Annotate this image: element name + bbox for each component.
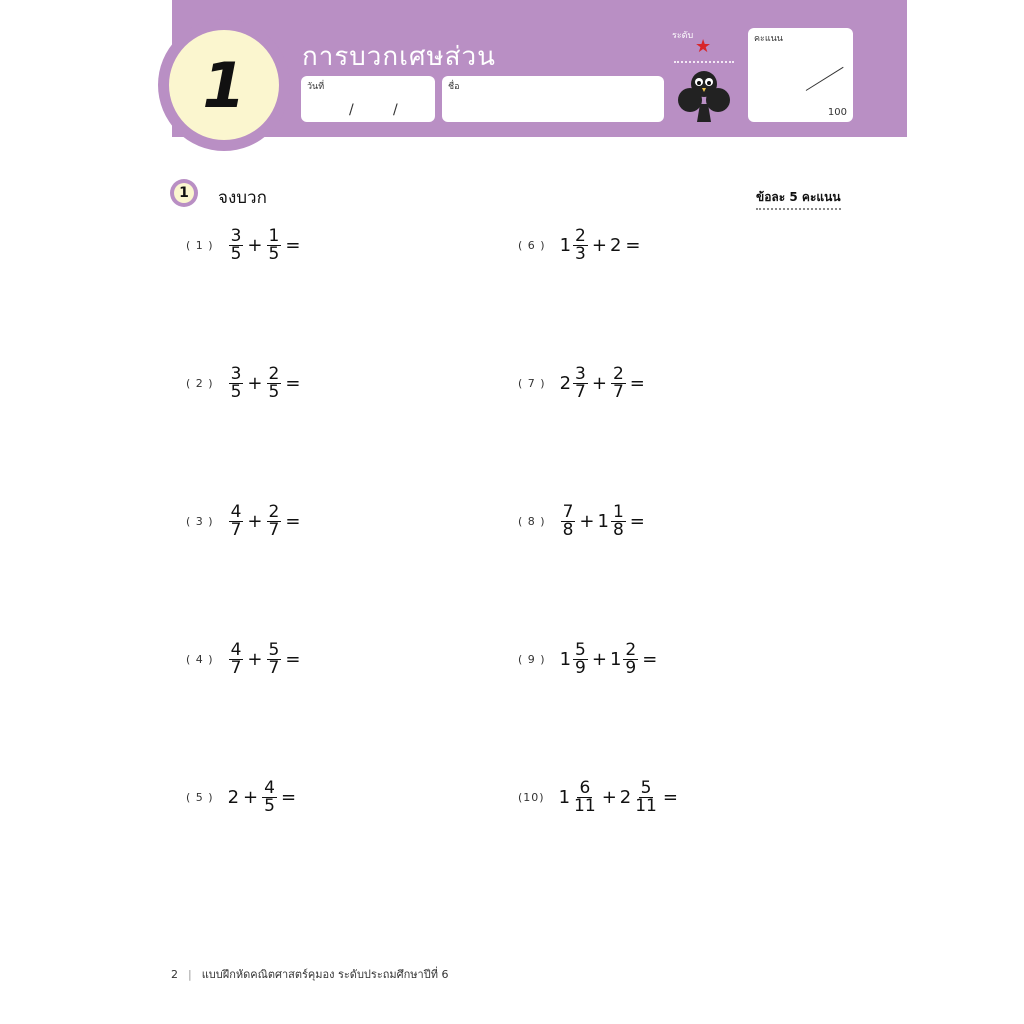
whole-number: 2 xyxy=(609,235,622,256)
equals-sign: = xyxy=(629,373,645,394)
club-mascot-icon xyxy=(678,68,730,124)
problem-number: ( 3 ) xyxy=(186,515,214,528)
problem-number: ( 8 ) xyxy=(518,515,546,528)
section-title: จงบวก xyxy=(218,188,267,208)
denominator: 3 xyxy=(575,244,586,264)
denominator: 7 xyxy=(612,382,624,402)
plus-sign: + xyxy=(591,235,607,256)
denominator: 5 xyxy=(230,382,242,402)
star-icon: ★ xyxy=(695,36,712,57)
numerator: 2 xyxy=(575,226,586,246)
name-field[interactable] xyxy=(442,76,664,122)
fraction xyxy=(229,504,244,539)
numerator: 4 xyxy=(230,640,242,660)
equals-sign: = xyxy=(642,649,658,670)
lesson-number: 1 xyxy=(202,48,246,122)
fraction xyxy=(267,228,282,263)
problem-number: (10) xyxy=(518,791,545,804)
name-label: ชื่อ xyxy=(448,82,460,92)
equals-sign: = xyxy=(662,787,678,808)
whole-number: 1 xyxy=(559,649,572,670)
date-field[interactable] xyxy=(301,76,435,122)
date-slash-2: / xyxy=(393,102,398,118)
problem-7 xyxy=(518,366,648,401)
plus-sign: + xyxy=(247,649,263,670)
score-label: คะแนน xyxy=(754,34,783,44)
problem-number: ( 4 ) xyxy=(186,653,214,666)
numerator: 4 xyxy=(230,502,242,522)
numerator: 5 xyxy=(575,640,586,660)
footer-separator: | xyxy=(188,968,192,981)
whole-number: 2 xyxy=(619,787,632,808)
denominator: 9 xyxy=(625,658,637,678)
fraction xyxy=(633,780,659,815)
denominator: 9 xyxy=(575,658,586,678)
page-title: การบวกเศษส่วน xyxy=(302,42,496,72)
section-number-badge xyxy=(170,179,198,207)
problem-number: ( 6 ) xyxy=(518,239,546,252)
problem-6 xyxy=(518,228,644,263)
plus-sign: + xyxy=(247,235,263,256)
numerator: 4 xyxy=(264,778,275,798)
level-dotted-line xyxy=(674,61,734,63)
problem-8 xyxy=(518,504,648,539)
numerator: 3 xyxy=(230,226,242,246)
whole-number: 1 xyxy=(559,235,572,256)
score-max: 100 xyxy=(827,107,847,118)
whole-number: 1 xyxy=(597,511,609,532)
denominator: 7 xyxy=(268,658,280,678)
problem-number: ( 1 ) xyxy=(186,239,214,252)
problem-4 xyxy=(186,642,303,677)
denominator: 8 xyxy=(612,520,624,540)
plus-sign: + xyxy=(243,787,259,808)
problem-2 xyxy=(186,366,303,401)
denominator: 7 xyxy=(230,520,242,540)
fraction xyxy=(623,642,638,677)
plus-sign: + xyxy=(247,511,263,532)
plus-sign: + xyxy=(591,373,607,394)
date-slash-1: / xyxy=(349,102,354,118)
numerator: 1 xyxy=(268,226,280,246)
fraction xyxy=(573,642,588,677)
fraction xyxy=(573,228,588,263)
numerator: 2 xyxy=(612,364,624,384)
numerator: 3 xyxy=(575,364,586,384)
whole-number: 2 xyxy=(227,787,240,808)
fraction xyxy=(561,504,576,539)
score-divider xyxy=(806,67,844,91)
fraction xyxy=(262,780,277,815)
fraction xyxy=(267,642,282,677)
denominator: 5 xyxy=(264,796,275,816)
equals-sign: = xyxy=(285,373,301,394)
numerator: 2 xyxy=(625,640,637,660)
denominator: 5 xyxy=(268,244,280,264)
denominator: 11 xyxy=(574,796,596,816)
problem-number: ( 9 ) xyxy=(518,653,546,666)
fraction xyxy=(267,504,282,539)
problem-3 xyxy=(186,504,303,539)
numerator: 3 xyxy=(230,364,242,384)
problem-number: ( 5 ) xyxy=(186,791,214,804)
fraction xyxy=(611,366,626,401)
page-number: 2 xyxy=(171,968,178,981)
problem-5 xyxy=(186,780,299,815)
numerator: 1 xyxy=(612,502,624,522)
points-per-item: ข้อละ 5 คะแนน xyxy=(756,188,841,210)
denominator: 7 xyxy=(268,520,280,540)
denominator: 7 xyxy=(230,658,242,678)
lesson-number-badge xyxy=(169,30,279,140)
denominator: 8 xyxy=(562,520,574,540)
equals-sign: = xyxy=(629,511,645,532)
denominator: 5 xyxy=(230,244,242,264)
problem-number: ( 7 ) xyxy=(518,377,546,390)
score-field[interactable] xyxy=(748,28,853,122)
section-number: 1 xyxy=(174,183,194,203)
fraction xyxy=(611,504,626,539)
numerator: 5 xyxy=(268,640,280,660)
date-label: วันที่ xyxy=(307,82,325,92)
problem-10 xyxy=(518,780,681,815)
numerator: 5 xyxy=(640,778,652,798)
whole-number: 1 xyxy=(609,649,622,670)
plus-sign: + xyxy=(247,373,263,394)
fraction xyxy=(229,366,244,401)
equals-sign: = xyxy=(285,511,301,532)
plus-sign: + xyxy=(591,649,607,670)
problem-1 xyxy=(186,228,303,263)
numerator: 2 xyxy=(268,502,280,522)
equals-sign: = xyxy=(625,235,641,256)
denominator: 5 xyxy=(268,382,280,402)
equals-sign: = xyxy=(285,235,301,256)
numerator: 6 xyxy=(579,778,591,798)
whole-number: 1 xyxy=(558,787,571,808)
numerator: 2 xyxy=(268,364,280,384)
problem-number: ( 2 ) xyxy=(186,377,214,390)
level-label: ระดับ xyxy=(672,31,694,41)
denominator: 7 xyxy=(575,382,586,402)
fraction xyxy=(229,228,244,263)
equals-sign: = xyxy=(280,787,297,808)
problem-9 xyxy=(518,642,660,677)
book-title: แบบฝึกหัดคณิตศาสตร์คุมอง ระดับประถมศึกษาปีที่ 6 xyxy=(201,968,449,981)
fraction xyxy=(229,642,244,677)
fraction xyxy=(572,780,598,815)
whole-number: 2 xyxy=(559,373,572,394)
fraction xyxy=(267,366,282,401)
numerator: 7 xyxy=(562,502,574,522)
plus-sign: + xyxy=(601,787,617,808)
fraction xyxy=(573,366,588,401)
page-footer xyxy=(171,965,448,983)
denominator: 11 xyxy=(635,796,657,816)
plus-sign: + xyxy=(579,511,595,532)
equals-sign: = xyxy=(285,649,301,670)
